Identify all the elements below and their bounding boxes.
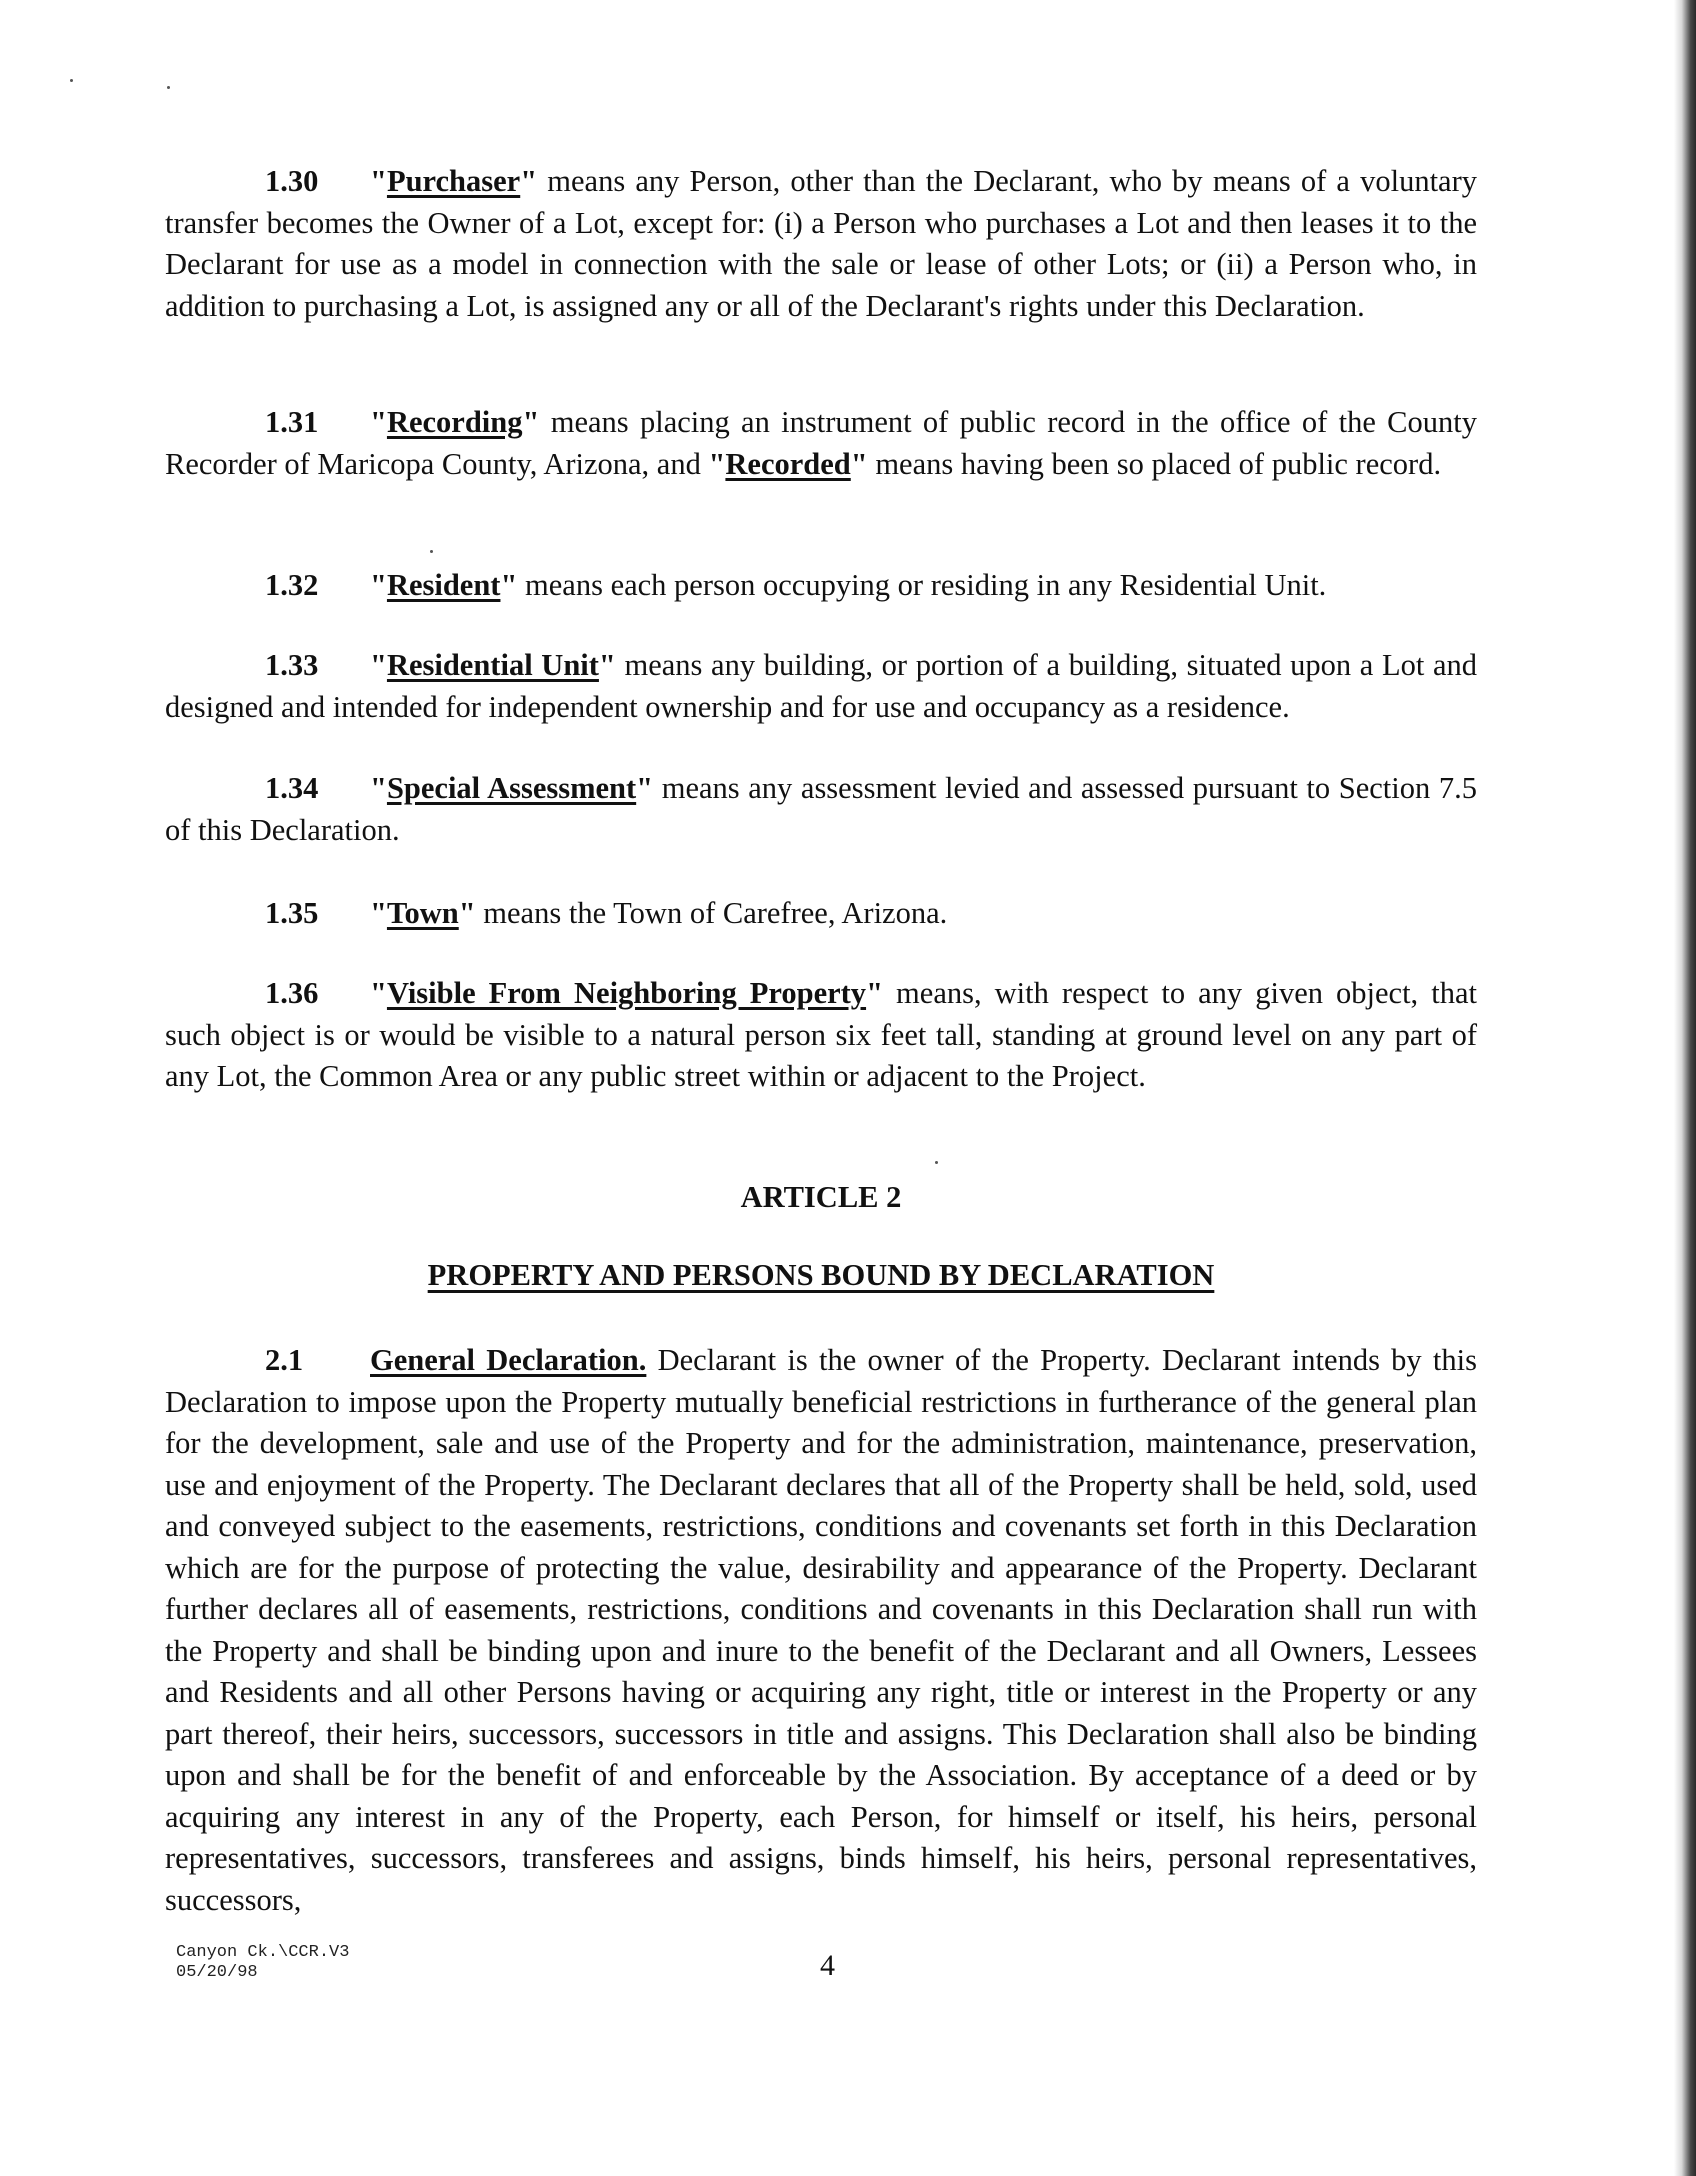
definition-text: means any assessment levied and assessed pursuant to Section 7.5 of this Declaration. — [165, 771, 1477, 847]
section-1-35 — [165, 893, 1477, 935]
definition-text: means the Town of Carefree, Arizona. — [475, 896, 948, 930]
defined-term: "Visible From Neighboring Property" — [370, 976, 883, 1010]
section-number: 1.31 — [265, 405, 319, 439]
defined-term-visible-from-neighboring-property: Visible From Neighboring Property — [386, 976, 867, 1010]
defined-term-recorded: Recorded — [725, 446, 851, 481]
footer-file-name: Canyon Ck.\CCR.V3 — [176, 1943, 350, 1962]
definition-text: means any building, or portion of a building, situated upon a Lot and designed and intended for independent ownership and for use and occupancy as a residence. — [165, 648, 1477, 724]
section-number: 1.32 — [265, 568, 319, 602]
defined-term: "Purchaser" — [370, 164, 538, 198]
article-title: ARTICLE 2 — [740, 1180, 902, 1214]
defined-term-purchaser: Purchaser — [386, 164, 521, 198]
section-1-34 — [165, 768, 1477, 851]
defined-term-recording: Recording — [386, 405, 523, 439]
article-subtitle-text: PROPERTY AND PERSONS BOUND BY DECLARATION — [427, 1258, 1215, 1292]
section-number: 2.1 — [265, 1343, 304, 1377]
definition-text: means, with respect to any given object, that such object is or would be visible to a natural person six feet tall, standing at ground level on any part of any Lot, the Common Area or any public street within or adjacent to the Project. — [165, 976, 1477, 1093]
section-number: 1.34 — [265, 771, 319, 805]
section-number: 1.35 — [265, 896, 319, 930]
section-heading — [370, 1343, 646, 1377]
article-subtitle — [165, 1258, 1477, 1293]
defined-term: "Resident" — [370, 568, 518, 602]
definition-text: means having been so placed of public record. — [867, 446, 1442, 481]
definition-text: means any Person, other than the Declarant, who by means of a voluntary transfer becomes the Owner of a Lot, except for: (i) a Person who purchases a Lot and then leases it to the Declarant for use as a model in connection with the sale or lease of other Lots; or (ii) a Person who, in addition to purchasing a Lot, is assigned any or all of the Declarant's rights under this Declaration. — [165, 164, 1477, 323]
section-number: 1.33 — [265, 648, 319, 682]
scan-speck — [167, 86, 170, 89]
defined-term: "Town" — [370, 896, 476, 930]
page-number: 4 — [820, 1949, 835, 1982]
section-number: 1.36 — [265, 976, 319, 1010]
section-1-31 — [165, 402, 1477, 485]
scan-speck — [70, 79, 73, 82]
defined-term: "Recording" — [370, 405, 540, 439]
section-number: 1.30 — [265, 164, 319, 198]
section-2-1 — [165, 1340, 1477, 1921]
defined-term-residential-unit: Residential Unit — [386, 648, 599, 682]
section-1-32 — [165, 565, 1477, 607]
defined-term: "Special Assessment" — [370, 771, 654, 805]
defined-term-resident: Resident — [386, 568, 501, 602]
section-1-30 — [165, 161, 1477, 327]
definition-text: means placing an instrument of public record in the office of the County Recorder of Maricopa County, Arizona, and — [165, 405, 1477, 481]
scan-speck — [430, 550, 433, 553]
defined-term: "Recorded" — [708, 446, 868, 481]
defined-term: "Residential Unit" — [370, 648, 616, 682]
scan-speck — [935, 1161, 938, 1164]
footer-file-info — [176, 1943, 349, 1983]
defined-term-special-assessment: Special Assessment — [386, 771, 637, 805]
scan-edge-shadow — [1674, 0, 1696, 2176]
section-body-text: Declarant is the owner of the Property. Declarant intends by this Declaration to impose upon the Property mutually beneficial restrictions in furtherance of the general plan for the development, sale and use of the Property and for the administration, maintenance, preservation, use and enjoyment of the Property. The Declarant declares that all of the Property shall be held, sold, used and conveyed subject to the easements, restrictions, conditions and covenants set forth in this Declaration which are for the purpose of protecting the value, desirability and appearance of the Property. Declarant further declares all of easements, restrictions, conditions and covenants in this Declaration shall run with the Property and shall be binding upon and inure to the benefit of the Declarant and all Owners, Lessees and Residents and all other Persons having or acquiring any right, title or interest in the Property or any part thereof, their heirs, successors, successors in title and assigns. This Declaration shall also be binding upon and shall be for the benefit of and enforceable by the Association. By acceptance of a deed or by acquiring any interest in any of the Property, each Person, for himself or itself, his heirs, personal representatives, successors, transferees and assigns, binds himself, his heirs, personal representatives, successors, — [165, 1343, 1478, 1917]
section-1-36 — [165, 973, 1477, 1098]
footer-date: 05/20/98 — [176, 1963, 258, 1982]
section-1-33 — [165, 645, 1477, 728]
defined-term-town: Town — [386, 896, 459, 930]
section-heading-general-declaration: General Declaration. — [370, 1343, 647, 1377]
definition-text: means each person occupying or residing in any Residential Unit. — [517, 568, 1327, 602]
